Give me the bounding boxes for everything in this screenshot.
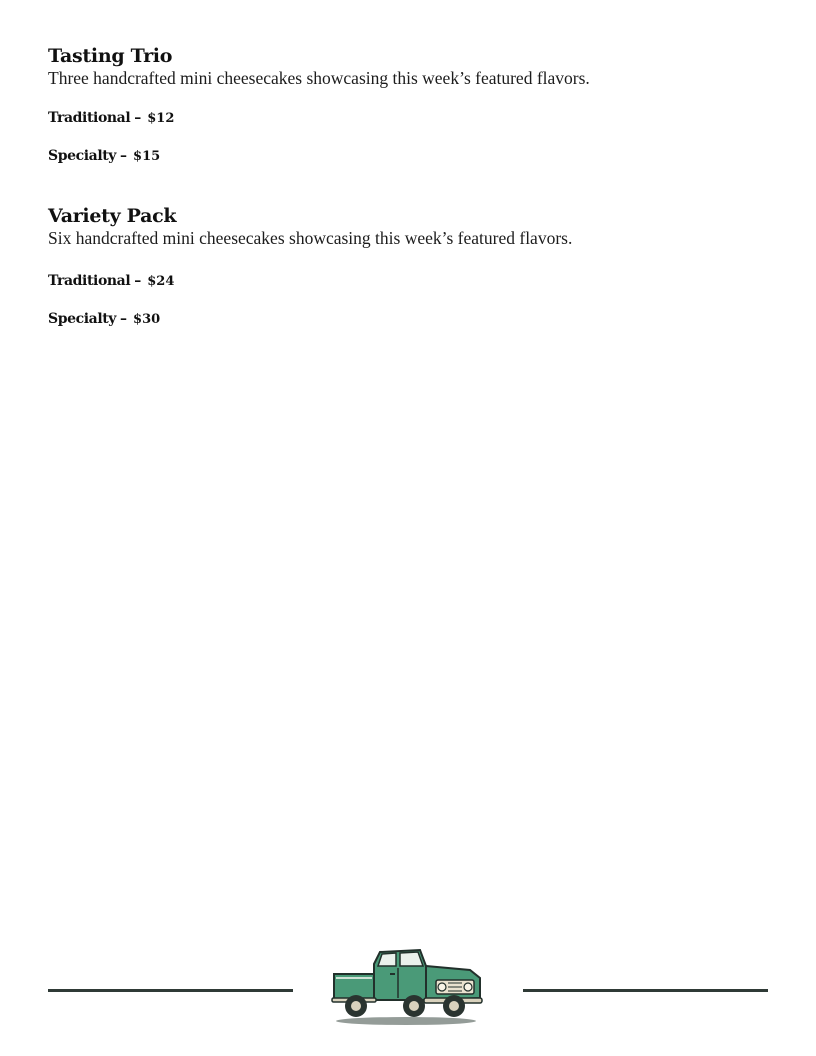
price-label: Traditional [48, 273, 131, 289]
price-label: Specialty [48, 148, 117, 164]
price-line-specialty [48, 310, 160, 329]
menu-section-tasting-trio [48, 45, 768, 164]
price-label: Specialty [48, 311, 117, 327]
price-line-specialty [48, 147, 160, 166]
price-value: $15 [133, 149, 161, 164]
price-separator: – [134, 273, 142, 289]
section-title: Variety Pack [48, 205, 177, 227]
price-value: $12 [147, 111, 175, 126]
price-separator: – [134, 110, 142, 126]
section-description: Three handcrafted mini cheesecakes showcasing this week’s featured flavors. [48, 68, 590, 88]
price-separator: – [120, 148, 128, 164]
price-separator: – [120, 311, 128, 327]
price-line-traditional [48, 272, 174, 291]
price-value: $30 [133, 312, 161, 327]
section-description: Six handcrafted mini cheesecakes showcasing this week’s featured flavors. [48, 228, 573, 248]
price-label: Traditional [48, 110, 131, 126]
section-title: Tasting Trio [48, 45, 173, 67]
menu-section-variety-pack [48, 205, 768, 327]
price-value: $24 [147, 274, 175, 289]
footer-divider-left [48, 989, 293, 992]
pickup-truck-icon [330, 944, 486, 1028]
footer-divider-right [523, 989, 768, 992]
price-line-traditional [48, 109, 174, 128]
